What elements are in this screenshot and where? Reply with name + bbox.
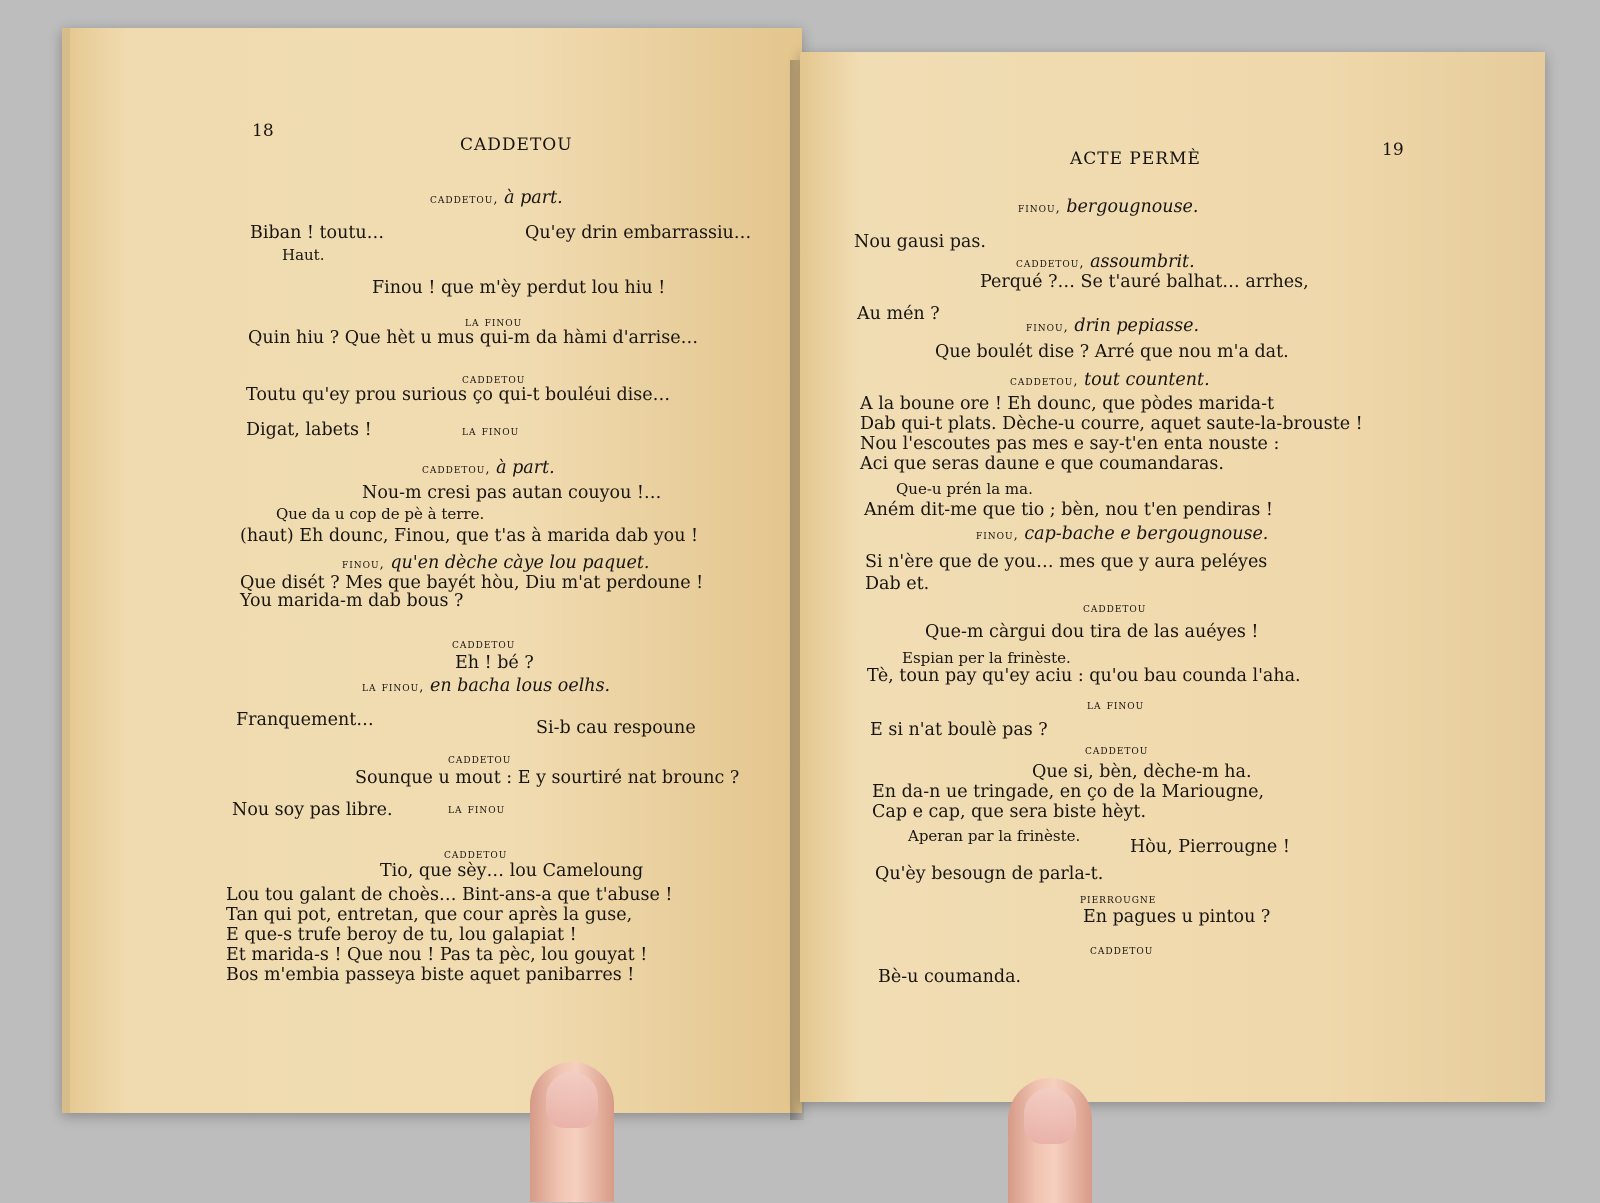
- left-thumbnail: [546, 1072, 598, 1128]
- speaker-name: finou,: [342, 557, 385, 572]
- verse-8: Que disét ? Mes que bayét hòu, Diu m'at perdoune !: [240, 573, 704, 593]
- left-thumb: [530, 1062, 614, 1202]
- stage-direction: assoumbrit.: [1090, 252, 1195, 272]
- page-number-left: 18: [252, 121, 274, 141]
- stage-direction: cap-bache e bergougnouse.: [1024, 524, 1269, 544]
- verse-19: Bos m'embia passeya biste aquet panibarres !: [226, 965, 635, 985]
- verse-22: Au mén ?: [857, 304, 940, 324]
- speaker-name: caddetou: [1083, 601, 1147, 616]
- verse-5: Digat, labets !: [246, 420, 372, 440]
- speaker-name: la finou: [1087, 698, 1145, 713]
- speaker-name: la finou: [462, 424, 520, 439]
- stage-note-1: Haut.: [282, 246, 325, 264]
- verse-2: Finou ! que m'èy perdut lou hiu !: [372, 278, 666, 298]
- stage-note-5: Aperan par la frinèste.: [908, 827, 1081, 845]
- speaker-name: finou,: [976, 528, 1019, 543]
- stage-direction: à part.: [496, 458, 555, 478]
- cue-finou-4: [976, 524, 1268, 544]
- cue-caddetou-7: [1016, 252, 1195, 272]
- speaker-name: pierrougne: [1080, 892, 1157, 907]
- cue-la-finou-3: [362, 676, 610, 696]
- right-thumb: [1008, 1078, 1092, 1203]
- verse-21: Perqué ?… Se t'auré balhat… arrhes,: [980, 272, 1309, 292]
- verse-25: Dab qui-t plats. Dèche-u courre, aquet saute-la-brouste !: [860, 414, 1363, 434]
- speaker-name: la finou,: [362, 680, 425, 695]
- verse-20: Nou gausi pas.: [854, 232, 986, 252]
- verse-28: Aném dit-me que tio ; bèn, nou t'en pendiras !: [864, 500, 1273, 520]
- right-page: [800, 52, 1545, 1102]
- stage-note-2: Que da u cop de pè à terre.: [276, 505, 485, 523]
- cue-caddetou-4: [452, 633, 515, 653]
- speaker-name: finou,: [1026, 320, 1069, 335]
- cue-caddetou-11: [1090, 939, 1153, 959]
- cue-caddetou-10: [1085, 739, 1148, 759]
- verse-9: You marida-m dab bous ?: [240, 591, 464, 611]
- cue-la-finou-4: [448, 798, 505, 818]
- verse-7: (haut) Eh dounc, Finou, que t'as à marida dab you !: [240, 526, 699, 546]
- cue-pierrougne: [1080, 888, 1156, 908]
- stage-direction: qu'en dèche càye lou paquet.: [390, 553, 650, 573]
- cue-finou-3: [1026, 316, 1199, 336]
- verse-27: Aci que seras daune e que coumandaras.: [860, 454, 1224, 474]
- verse-24: A la boune ore ! Eh dounc, que pòdes marida-t: [860, 394, 1275, 414]
- verse-29: Si n'ère que de you… mes que y aura peléyes: [865, 552, 1268, 572]
- speaker-name: caddetou,: [1010, 374, 1079, 389]
- cue-caddetou-8: [1010, 370, 1210, 390]
- stage-direction: drin pepiasse.: [1074, 316, 1200, 336]
- cue-la-finou-5: [1087, 694, 1144, 714]
- speaker-name: la finou: [465, 315, 523, 330]
- verse-15: Lou tou galant de choès… Bint-ans-a que t'abuse !: [226, 885, 673, 905]
- cue-caddetou-6: [444, 843, 507, 863]
- verse-32: Tè, toun pay qu'ey aciu : qu'ou bau counda l'aha.: [867, 666, 1301, 686]
- verse-16: Tan qui pot, entretan, que cour après la guse,: [226, 905, 633, 925]
- speaker-name: caddetou,: [430, 192, 499, 207]
- speaker-name: caddetou: [462, 372, 526, 387]
- stage-direction: tout countent.: [1084, 370, 1210, 390]
- cue-caddetou-3: [422, 458, 555, 478]
- stage-direction: en bacha lous oelhs.: [429, 676, 611, 696]
- verse-23: Que boulét dise ? Arré que nou m'a dat.: [935, 342, 1289, 362]
- verse-6: Nou-m cresi pas autan couyou !…: [362, 483, 662, 503]
- right-thumbnail: [1024, 1088, 1076, 1144]
- speaker-name: caddetou: [444, 847, 508, 862]
- verse-38: Qu'èy besougn de parla-t.: [875, 864, 1104, 884]
- verse-10: Eh ! bé ?: [455, 653, 534, 673]
- verse-1b: Qu'ey drin embarrassiu…: [525, 223, 752, 243]
- verse-34: Que si, bèn, dèche-m ha.: [1032, 762, 1252, 782]
- cue-caddetou-1: [430, 188, 563, 208]
- verse-31: Que-m càrgui dou tira de las auéyes !: [925, 622, 1259, 642]
- cue-caddetou-9: [1083, 597, 1146, 617]
- stage-note-4: Espian per la frinèste.: [902, 649, 1071, 667]
- verse-3: Quin hiu ? Que hèt u mus qui-m da hàmi d'arrise…: [248, 328, 699, 348]
- page-number-right: 19: [1382, 140, 1404, 160]
- verse-14: Tio, que sèy… lou Cameloung: [380, 861, 644, 881]
- verse-11b: Si-b cau respoune: [536, 718, 696, 738]
- verse-26: Nou l'escoutes pas mes e say-t'en enta nouste :: [860, 434, 1280, 454]
- verse-11a: Franquement…: [236, 710, 374, 730]
- verse-1a: Biban ! toutu…: [250, 223, 385, 243]
- speaker-name: la finou: [448, 802, 506, 817]
- running-head-left: CADDETOU: [460, 135, 573, 155]
- left-page: [62, 28, 802, 1113]
- verse-36: Cap e cap, que sera biste hèyt.: [872, 802, 1147, 822]
- verse-18: Et marida-s ! Que nou ! Pas ta pèc, lou gouyat !: [226, 945, 648, 965]
- stage-direction: à part.: [504, 188, 563, 208]
- speaker-name: caddetou: [1090, 943, 1154, 958]
- running-head-right: ACTE PERMÈ: [1070, 149, 1201, 169]
- speaker-name: finou,: [1018, 201, 1061, 216]
- speaker-name: caddetou: [1085, 743, 1149, 758]
- verse-39: En pagues u pintou ?: [1083, 907, 1271, 927]
- stage-direction: bergougnouse.: [1066, 197, 1199, 217]
- cue-finou-2: [1018, 197, 1198, 217]
- stage-note-3: Que-u prén la ma.: [896, 480, 1033, 498]
- verse-37: Hòu, Pierrougne !: [1130, 837, 1290, 857]
- speaker-name: caddetou,: [1016, 256, 1085, 271]
- verse-33: E si n'at boulè pas ?: [870, 720, 1048, 740]
- speaker-name: caddetou,: [422, 462, 491, 477]
- cue-finou-1: [342, 553, 649, 573]
- verse-35: En da-n ue tringade, en ço de la Mariougne,: [872, 782, 1265, 802]
- verse-30: Dab et.: [865, 574, 930, 594]
- verse-17: E que-s trufe beroy de tu, lou galapiat !: [226, 925, 577, 945]
- cue-caddetou-5: [448, 748, 511, 768]
- verse-40: Bè-u coumanda.: [878, 967, 1022, 987]
- speaker-name: caddetou: [452, 637, 516, 652]
- verse-12: Sounque u mout : E y sourtiré nat brounc ?: [355, 768, 740, 788]
- speaker-name: caddetou: [448, 752, 512, 767]
- verse-13: Nou soy pas libre.: [232, 800, 393, 820]
- cue-la-finou-2: [462, 420, 519, 440]
- verse-4: Toutu qu'ey prou surious ço qui-t bouléui dise…: [246, 385, 671, 405]
